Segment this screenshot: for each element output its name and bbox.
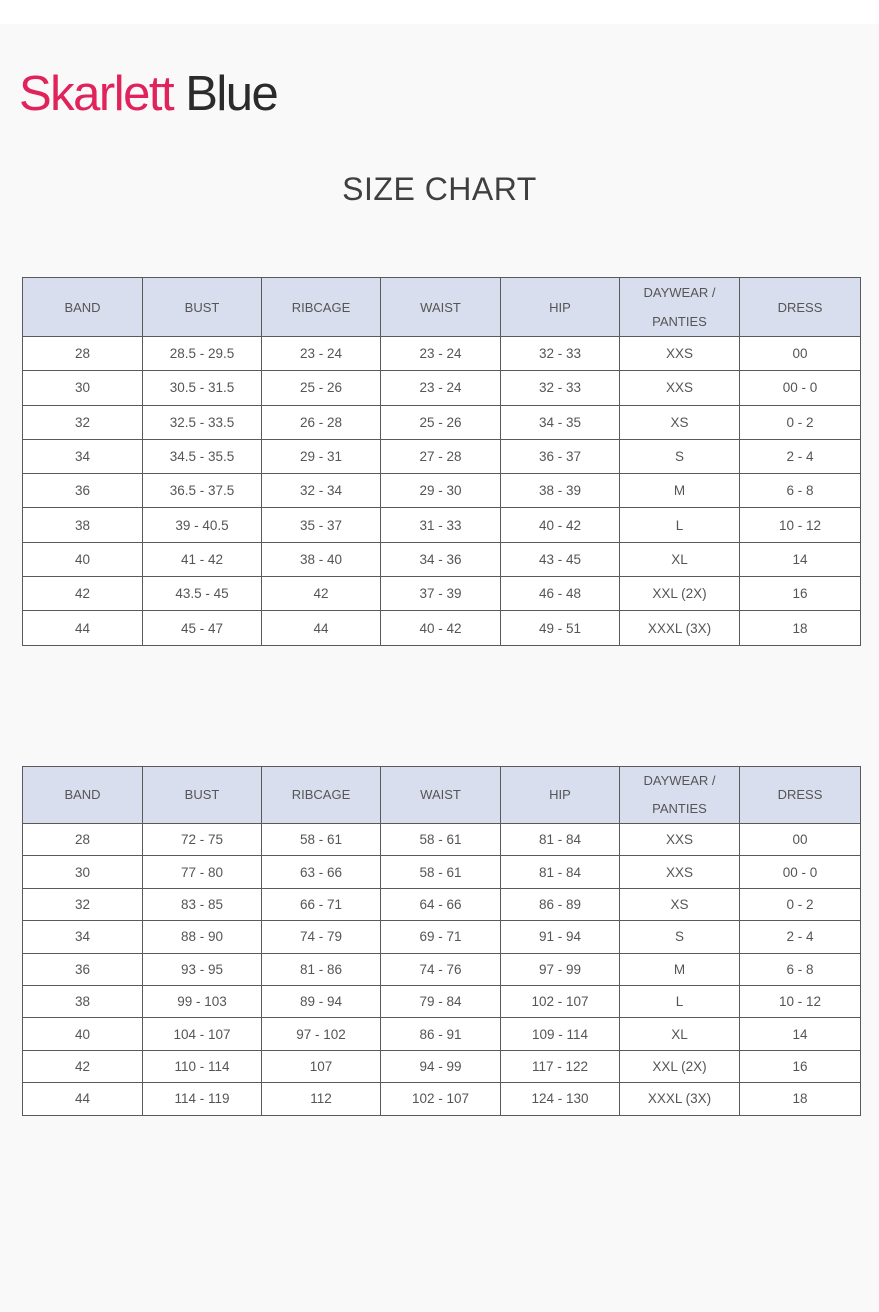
table-cell: 38 xyxy=(23,508,143,542)
column-header-line: PANTIES xyxy=(652,314,707,329)
table-cell: 66 - 71 xyxy=(262,888,381,920)
table-cell: 102 - 107 xyxy=(501,985,620,1017)
column-header: RIBCAGE xyxy=(262,767,381,824)
brand-logo-part2: Blue xyxy=(173,67,278,121)
table-cell: 37 - 39 xyxy=(381,577,501,611)
table-cell: 45 - 47 xyxy=(143,611,262,645)
table-cell: 30.5 - 31.5 xyxy=(143,371,262,405)
table-cell: L xyxy=(620,985,740,1017)
column-header: BAND xyxy=(23,767,143,824)
table-cell: M xyxy=(620,474,740,508)
table-cell: 32 - 33 xyxy=(501,337,620,371)
table-cell: 28.5 - 29.5 xyxy=(143,337,262,371)
table-row xyxy=(23,474,861,508)
table-cell: 58 - 61 xyxy=(262,824,381,856)
table-cell: 86 - 89 xyxy=(501,888,620,920)
table-cell: 41 - 42 xyxy=(143,542,262,576)
table-body xyxy=(23,337,861,646)
table-cell: 2 - 4 xyxy=(740,439,861,473)
table-cell: 44 xyxy=(23,1083,143,1115)
table-cell: 81 - 84 xyxy=(501,856,620,888)
column-header-line: PANTIES xyxy=(652,801,707,816)
table-cell: 36.5 - 37.5 xyxy=(143,474,262,508)
table-cell: 112 xyxy=(262,1083,381,1115)
table-cell: 40 - 42 xyxy=(381,611,501,645)
table-cell: 46 - 48 xyxy=(501,577,620,611)
table-cell: 25 - 26 xyxy=(381,405,501,439)
table-cell: 32 xyxy=(23,888,143,920)
table-cell: 40 - 42 xyxy=(501,508,620,542)
table-cell: 36 - 37 xyxy=(501,439,620,473)
table-cell: 34.5 - 35.5 xyxy=(143,439,262,473)
table-cell: 16 xyxy=(740,1050,861,1082)
table-cell: 97 - 99 xyxy=(501,953,620,985)
table-cell: XXXL (3X) xyxy=(620,1083,740,1115)
table-row xyxy=(23,611,861,645)
table-cell: 49 - 51 xyxy=(501,611,620,645)
table-row xyxy=(23,371,861,405)
table-cell: 23 - 24 xyxy=(262,337,381,371)
table-cell: 6 - 8 xyxy=(740,953,861,985)
table-cell: 32 - 33 xyxy=(501,371,620,405)
column-header: HIP xyxy=(501,767,620,824)
table-cell: 89 - 94 xyxy=(262,985,381,1017)
table-row xyxy=(23,888,861,920)
size-table-inches xyxy=(22,277,861,646)
table-cell: XXL (2X) xyxy=(620,1050,740,1082)
table-cell: 81 - 86 xyxy=(262,953,381,985)
table-cell: 34 - 35 xyxy=(501,405,620,439)
column-header: BUST xyxy=(143,278,262,337)
table-cell: XXXL (3X) xyxy=(620,611,740,645)
column-header xyxy=(620,767,740,824)
table-cell: 18 xyxy=(740,611,861,645)
column-header: WAIST xyxy=(381,767,501,824)
table-cell: 28 xyxy=(23,824,143,856)
table-cell: XL xyxy=(620,542,740,576)
table-cell: 38 xyxy=(23,985,143,1017)
table-cell: 35 - 37 xyxy=(262,508,381,542)
table-cell: 16 xyxy=(740,577,861,611)
table-cell: 42 xyxy=(23,1050,143,1082)
table-cell: S xyxy=(620,439,740,473)
table-cell: 64 - 66 xyxy=(381,888,501,920)
table-cell: 25 - 26 xyxy=(262,371,381,405)
table-cell: 88 - 90 xyxy=(143,921,262,953)
table-cell: 27 - 28 xyxy=(381,439,501,473)
table-cell: 86 - 91 xyxy=(381,1018,501,1050)
column-header: WAIST xyxy=(381,278,501,337)
table-header-row xyxy=(23,278,861,337)
table-cell: 32.5 - 33.5 xyxy=(143,405,262,439)
table-cell: 109 - 114 xyxy=(501,1018,620,1050)
table-body xyxy=(23,824,861,1116)
size-table-centimeters xyxy=(22,766,861,1116)
table-cell: 00 xyxy=(740,824,861,856)
column-header xyxy=(620,278,740,337)
top-band xyxy=(0,0,879,24)
table-cell: 44 xyxy=(262,611,381,645)
table-row xyxy=(23,405,861,439)
table-cell: L xyxy=(620,508,740,542)
table-cell: M xyxy=(620,953,740,985)
table-cell: 26 - 28 xyxy=(262,405,381,439)
table-cell: 114 - 119 xyxy=(143,1083,262,1115)
table-cell: 23 - 24 xyxy=(381,371,501,405)
table-cell: XXL (2X) xyxy=(620,577,740,611)
table-cell: 29 - 30 xyxy=(381,474,501,508)
table-cell: 40 xyxy=(23,1018,143,1050)
table-cell: 104 - 107 xyxy=(143,1018,262,1050)
table-cell: S xyxy=(620,921,740,953)
table-cell: 0 - 2 xyxy=(740,888,861,920)
brand-logo xyxy=(19,67,278,121)
table-row xyxy=(23,953,861,985)
column-header: BAND xyxy=(23,278,143,337)
table-row xyxy=(23,1018,861,1050)
table-cell: 74 - 76 xyxy=(381,953,501,985)
table-cell: 10 - 12 xyxy=(740,508,861,542)
table-cell: 117 - 122 xyxy=(501,1050,620,1082)
table-cell: 00 - 0 xyxy=(740,856,861,888)
table-cell: 00 xyxy=(740,337,861,371)
table-row xyxy=(23,921,861,953)
table-cell: 36 xyxy=(23,474,143,508)
table-cell: 38 - 39 xyxy=(501,474,620,508)
table-cell: 38 - 40 xyxy=(262,542,381,576)
table-cell: 42 xyxy=(262,577,381,611)
column-header: DRESS xyxy=(740,767,861,824)
table-row xyxy=(23,439,861,473)
table-cell: 58 - 61 xyxy=(381,856,501,888)
table-cell: 34 xyxy=(23,439,143,473)
table-row xyxy=(23,1050,861,1082)
column-header: HIP xyxy=(501,278,620,337)
table-cell: 40 xyxy=(23,542,143,576)
table-row xyxy=(23,856,861,888)
table-cell: 0 - 2 xyxy=(740,405,861,439)
table-cell: 28 xyxy=(23,337,143,371)
table-row xyxy=(23,508,861,542)
table-cell: XL xyxy=(620,1018,740,1050)
table-cell: 00 - 0 xyxy=(740,371,861,405)
table-row xyxy=(23,542,861,576)
table-cell: 31 - 33 xyxy=(381,508,501,542)
column-header-line: DAYWEAR / xyxy=(643,773,716,788)
table-cell: 34 xyxy=(23,921,143,953)
table-header-row xyxy=(23,767,861,824)
table-cell: 77 - 80 xyxy=(143,856,262,888)
table-cell: 69 - 71 xyxy=(381,921,501,953)
table-cell: 83 - 85 xyxy=(143,888,262,920)
table-cell: 99 - 103 xyxy=(143,985,262,1017)
page-title: SIZE CHART xyxy=(342,171,537,207)
table-cell: 10 - 12 xyxy=(740,985,861,1017)
column-header-line: DAYWEAR / xyxy=(643,285,716,300)
table-cell: 14 xyxy=(740,542,861,576)
table-cell: 36 xyxy=(23,953,143,985)
table-cell: 2 - 4 xyxy=(740,921,861,953)
table-cell: 79 - 84 xyxy=(381,985,501,1017)
column-header: DRESS xyxy=(740,278,861,337)
table-cell: 29 - 31 xyxy=(262,439,381,473)
table-cell: 58 - 61 xyxy=(381,824,501,856)
table-cell: 107 xyxy=(262,1050,381,1082)
table-cell: 18 xyxy=(740,1083,861,1115)
column-header: RIBCAGE xyxy=(262,278,381,337)
table-cell: 44 xyxy=(23,611,143,645)
table-cell: 94 - 99 xyxy=(381,1050,501,1082)
table-cell: 34 - 36 xyxy=(381,542,501,576)
table-cell: XXS xyxy=(620,824,740,856)
table-cell: 110 - 114 xyxy=(143,1050,262,1082)
table-cell: 63 - 66 xyxy=(262,856,381,888)
table-cell: XXS xyxy=(620,337,740,371)
table-cell: 81 - 84 xyxy=(501,824,620,856)
table-cell: 30 xyxy=(23,371,143,405)
column-header: BUST xyxy=(143,767,262,824)
table-cell: 97 - 102 xyxy=(262,1018,381,1050)
brand-logo-part1: Skarlett xyxy=(19,67,174,121)
table-cell: 43.5 - 45 xyxy=(143,577,262,611)
table-cell: 39 - 40.5 xyxy=(143,508,262,542)
table-cell: XS xyxy=(620,405,740,439)
table-cell: 74 - 79 xyxy=(262,921,381,953)
table-row xyxy=(23,985,861,1017)
table-cell: 30 xyxy=(23,856,143,888)
table-cell: 42 xyxy=(23,577,143,611)
table-cell: 14 xyxy=(740,1018,861,1050)
table-cell: XXS xyxy=(620,371,740,405)
table-cell: 102 - 107 xyxy=(381,1083,501,1115)
table-cell: 93 - 95 xyxy=(143,953,262,985)
table-cell: 124 - 130 xyxy=(501,1083,620,1115)
table-row xyxy=(23,1083,861,1115)
table-cell: 72 - 75 xyxy=(143,824,262,856)
table-cell: 32 - 34 xyxy=(262,474,381,508)
table-cell: 43 - 45 xyxy=(501,542,620,576)
table-row xyxy=(23,824,861,856)
table-row xyxy=(23,337,861,371)
table-cell: 6 - 8 xyxy=(740,474,861,508)
table-cell: XS xyxy=(620,888,740,920)
table-cell: XXS xyxy=(620,856,740,888)
table-cell: 91 - 94 xyxy=(501,921,620,953)
table-cell: 32 xyxy=(23,405,143,439)
table-cell: 23 - 24 xyxy=(381,337,501,371)
table-row xyxy=(23,577,861,611)
